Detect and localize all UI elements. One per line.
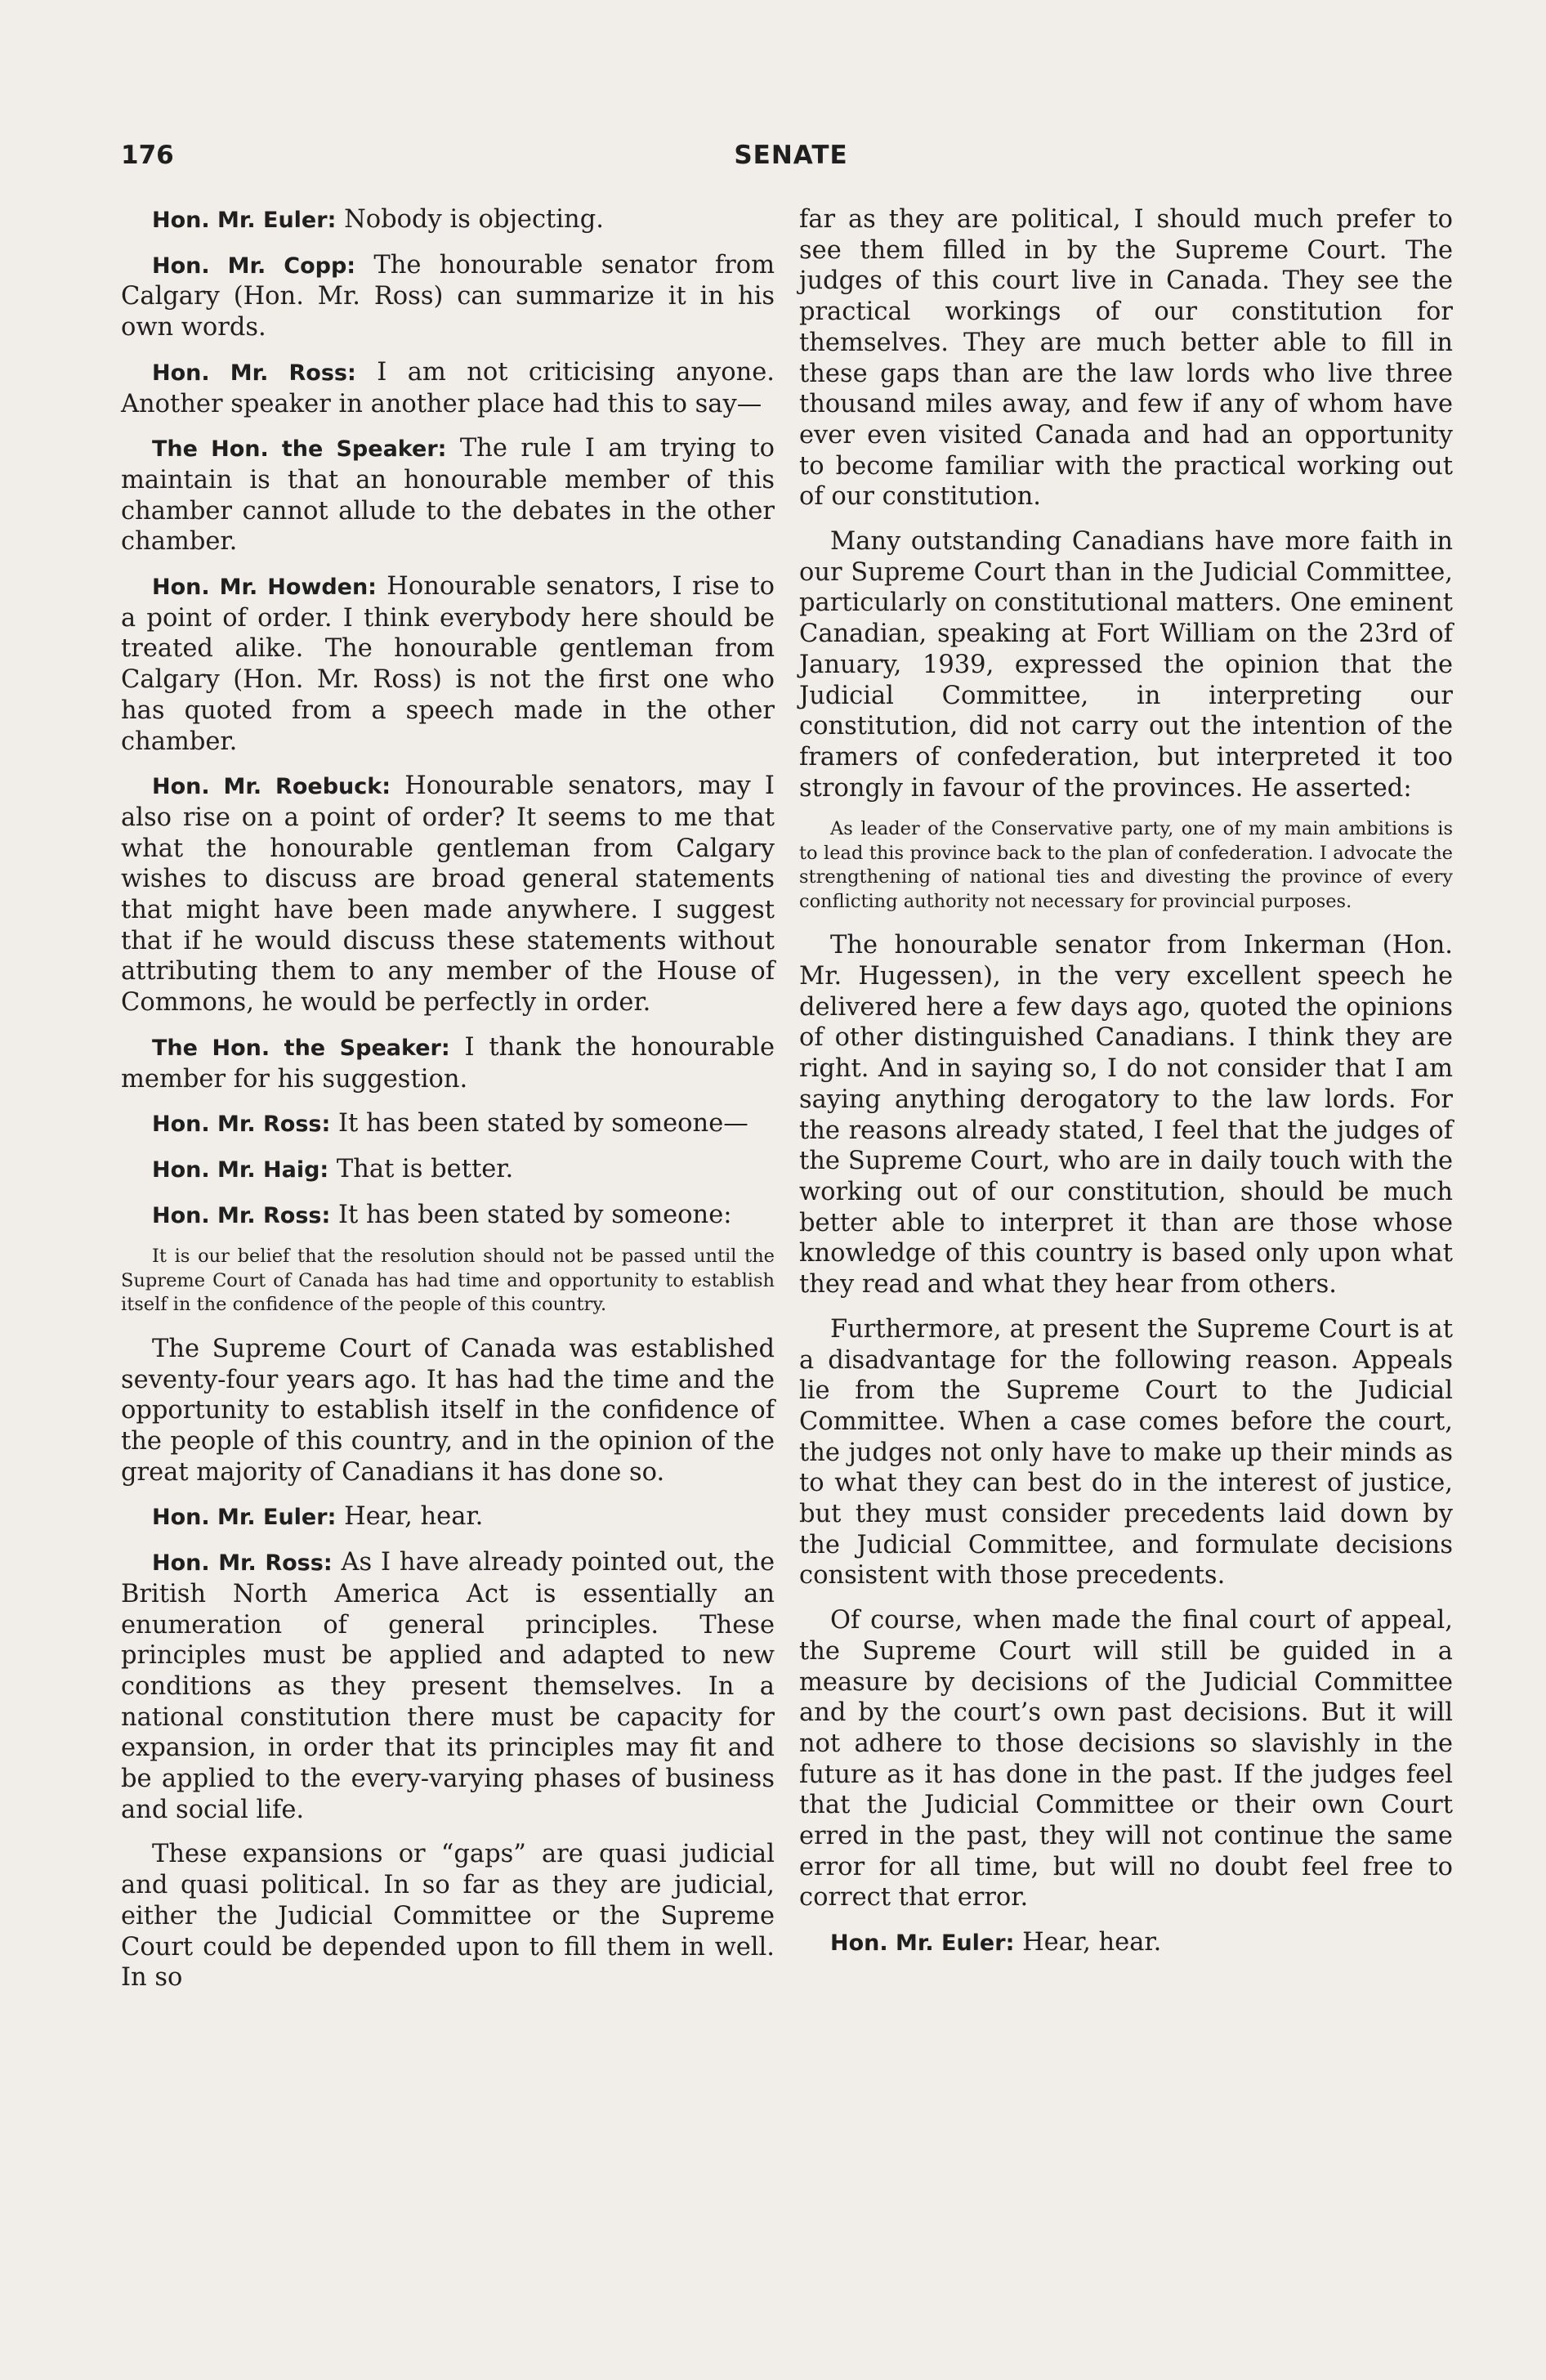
speech-text: Nobody is objecting. bbox=[336, 205, 604, 234]
speech-text: It has been stated by someone: bbox=[330, 1200, 732, 1229]
speech-paragraph bbox=[121, 1032, 775, 1094]
speech-paragraph bbox=[121, 571, 775, 757]
speech-text: The rule I am trying to maintain is that an honourable member of this chamber cannot allude to the debates in the other chamber. bbox=[121, 434, 775, 557]
speaker-name: Hon. Mr. Haig: bbox=[152, 1156, 329, 1183]
speaker-name: Hon. Mr. Euler: bbox=[152, 208, 337, 233]
block-quote: It is our belief that the resolution should not be passed until the Supreme Court of Canada has had time and opportunity to establish itself in the confidence of the people of this country. bbox=[121, 1246, 775, 1316]
speech-text: The honourable senator from Calgary (Hon. Mr. Ross) can summarize it in his own words. bbox=[121, 250, 775, 342]
running-head: SENATE bbox=[734, 141, 848, 170]
speech-text: Honourable senators, may I also rise on a point of order? It seems to me that what the honourable gentleman from Calgary wishes to discuss are broad general statements that might have been made anywhere. I suggest that if he would discuss these statements without attributing them to any member of the House of Commons, he would be perfectly in order. bbox=[121, 772, 775, 1018]
speaker-name: Hon. Mr. Ross: bbox=[152, 1202, 331, 1228]
speech-paragraph bbox=[121, 250, 775, 343]
speech-paragraph bbox=[121, 1200, 775, 1232]
body-paragraph: The Supreme Court of Canada was established seventy-four years ago. It has had the time and the opportunity to establish itself in the confidence of the people of this country, and in the opinion of the great majority of Canadians it has done so. bbox=[121, 1334, 775, 1487]
speaker-name: Hon. Mr. Ross: bbox=[152, 1112, 331, 1138]
speech-text: Hear, hear. bbox=[336, 1502, 484, 1532]
body-paragraph: Furthermore, at present the Supreme Court is at a disadvantage for the following reason. Appeals lie from the Supreme Court to the Judicial Committee. When a case comes before the court, the judges not only have to make up their minds as to what they can best do in the interest of justice, but they must consider precedents laid down by the Judicial Committee, and formulate decisions consistent with those precedents. bbox=[799, 1314, 1453, 1590]
body-paragraph: The honourable senator from Inkerman (Hon. Mr. Hugessen), in the very excellent speech he delivered here a few days ago, quoted the opinions of other distinguished Canadians. I think they are right. And in saying so, I do not consider that I am saying anything derogatory to the law lords. For the reasons already stated, I feel that the judges of the Supreme Court, who are in daily touch with the working out of our constitution, should be much better able to interpret it than are those whose knowledge of this country is based only upon what they read and what they hear from others. bbox=[799, 931, 1453, 1300]
speech-paragraph bbox=[121, 1108, 775, 1140]
continued-paragraph: far as they are political, I should much prefer to see them filled in by the Supreme Court. The judges of this court live in Canada. They see the practical workings of our constitution for themselves. They are much better able to fill in these gaps than are the law lords who live three thousand miles away, and few if any of whom have ever even visited Canada and had an opportunity to become familiar with the practical working out of our constitution. bbox=[799, 205, 1453, 512]
page-header bbox=[121, 139, 1461, 180]
speech-text: I am not criticising anyone. Another speaker in another place had this to say— bbox=[121, 357, 775, 418]
speech-paragraph bbox=[799, 1927, 1453, 1959]
body-paragraph: Many outstanding Canadians have more faith in our Supreme Court than in the Judicial Committee, particularly on constitutional matters. One eminent Canadian, speaking at Fort William on the 23rd of January, 1939, expressed the opinion that the Judicial Committee, in interpreting our constitution, did not carry out the intention of the framers of confederation, but interpreted it too strongly in favour of the provinces. He asserted: bbox=[799, 527, 1453, 803]
speaker-name: Hon. Mr. Howden: bbox=[152, 575, 377, 601]
page-number: 176 bbox=[121, 141, 174, 170]
speech-text: Hear, hear. bbox=[1014, 1928, 1162, 1957]
speech-paragraph bbox=[121, 1547, 775, 1825]
speech-paragraph bbox=[121, 771, 775, 1018]
speaker-name: Hon. Mr. Ross: bbox=[152, 1550, 333, 1577]
speech-text: That is better. bbox=[328, 1154, 514, 1183]
body-paragraph: Of course, when made the final court of appeal, the Supreme Court will still be guided in a measure by decisions of the Judicial Committee and by the court’s own past decisions. But it will not adhere to those decisions so slavishly in the future as it has done in the past. If the judges feel that the Judicial Committee or their own Court erred in the past, they will not continue the same error for all time, but will no doubt feel free to correct that error. bbox=[799, 1606, 1453, 1912]
speech-paragraph bbox=[121, 433, 775, 557]
speaker-name: The Hon. the Speaker: bbox=[152, 1035, 450, 1061]
speech-text: Honourable senators, I rise to a point of order. I think everybody here should be treated alike. The honourable gentleman from Calgary (Hon. Mr. Ross) is not the first one who has quoted from a speech made in the other chamber. bbox=[121, 572, 775, 756]
speech-paragraph bbox=[121, 204, 775, 236]
speech-paragraph bbox=[121, 357, 775, 419]
body-paragraph: These expansions or “gaps” are quasi judicial and quasi political. In so far as they are judicial, either the Judicial Committee or the Supreme Court could be depended upon to fill them in well. In so bbox=[121, 1840, 775, 1993]
block-quote: As leader of the Conservative party, one of my main ambitions is to lead this province back to the plan of confederation. I advocate the strengthening of national ties and divesting the province of every conflicting authority not necessary for provincial purposes. bbox=[799, 818, 1453, 912]
speech-paragraph bbox=[121, 1501, 775, 1533]
speaker-name: Hon. Mr. Euler: bbox=[152, 1505, 337, 1531]
left-column bbox=[121, 204, 775, 2007]
speaker-name: The Hon. the Speaker: bbox=[152, 436, 447, 463]
speaker-name: Hon. Mr. Ross: bbox=[152, 360, 356, 386]
speaker-name: Hon. Mr. Roebuck: bbox=[152, 774, 391, 800]
speech-paragraph bbox=[121, 1154, 775, 1186]
right-column bbox=[799, 204, 1453, 1973]
speech-text: I thank the honourable member for his suggestion. bbox=[121, 1032, 775, 1094]
speech-text: As I have already pointed out, the British North America Act is essentially an enumeration of general principles. These principles must be applied and adapted to new conditions as they present themselves. In a national constitution there must be capacity for expansion, in order that its principles may fit and be applied to the every-varying phases of business and social life. bbox=[121, 1548, 775, 1824]
speaker-name: Hon. Mr. Copp: bbox=[152, 253, 356, 279]
speech-text: It has been stated by someone— bbox=[330, 1109, 748, 1139]
speaker-name: Hon. Mr. Euler: bbox=[830, 1930, 1015, 1957]
